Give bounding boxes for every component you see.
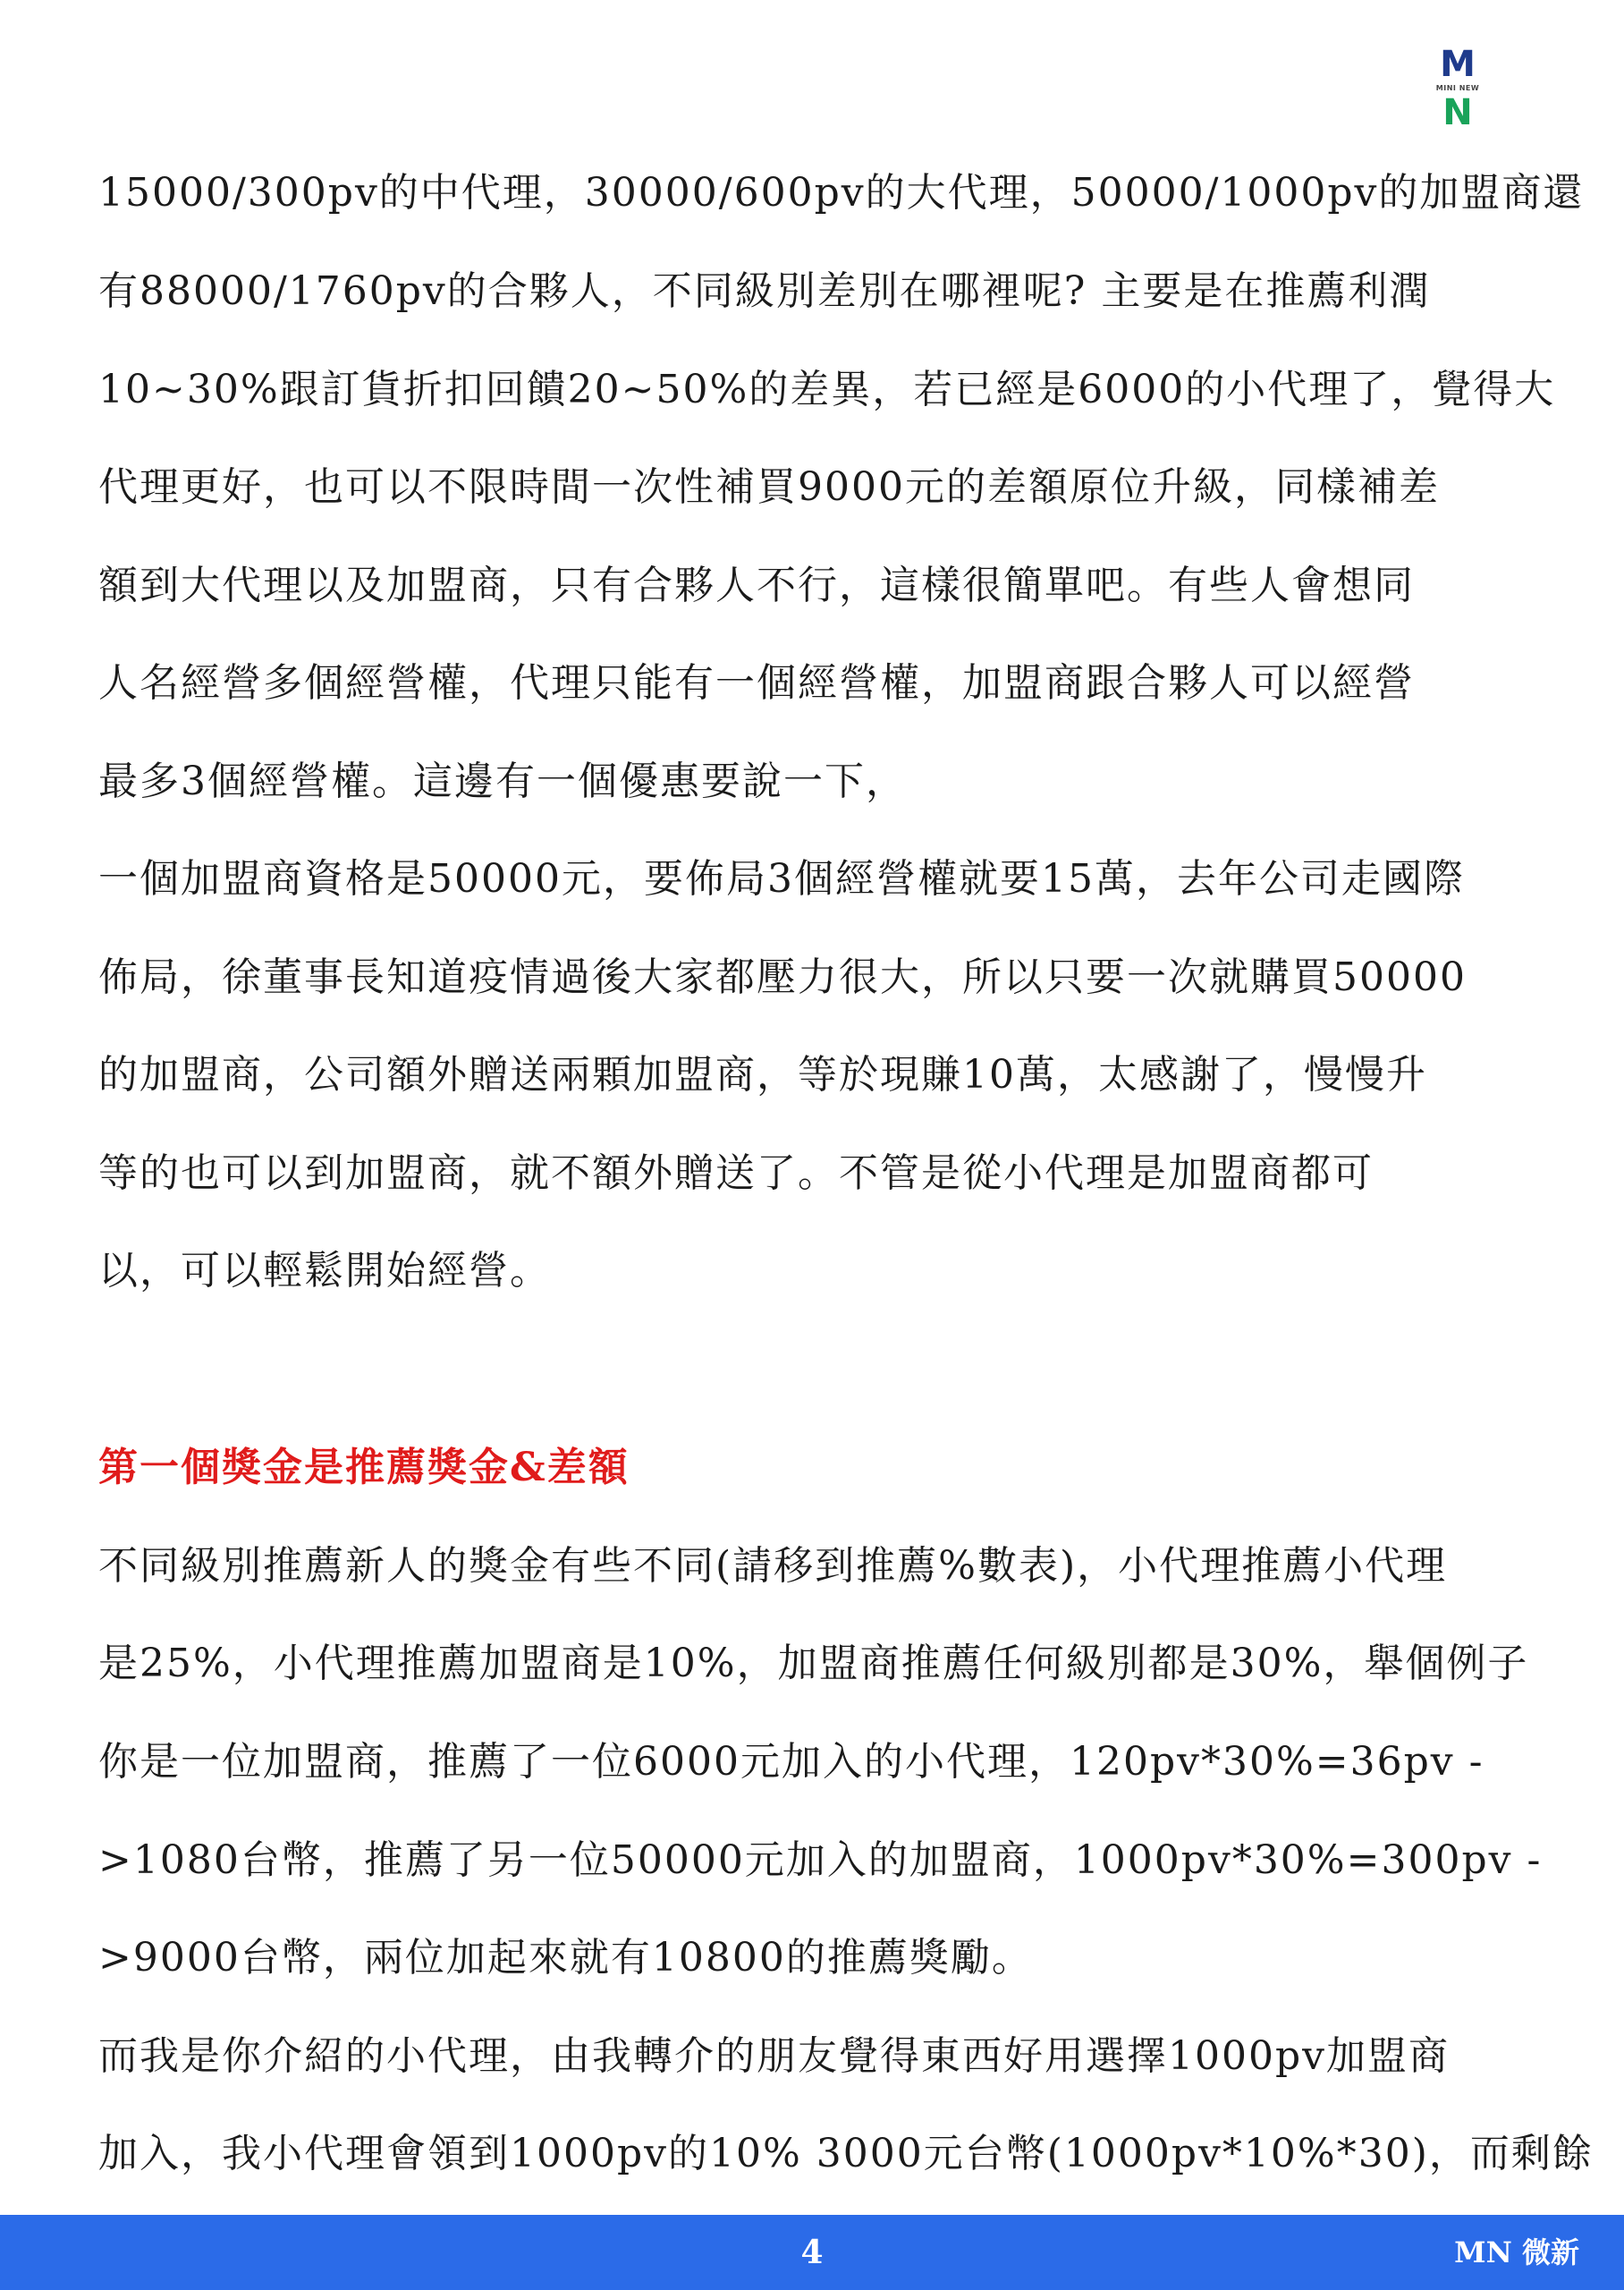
page-footer: [0, 2215, 1624, 2290]
paragraph-line: 不同級別推薦新人的獎金有些不同(請移到推薦%數表)，小代理推薦小代理: [98, 1543, 1448, 1589]
paragraph-line: 的加盟商，公司額外贈送兩顆加盟商，等於現賺10萬，太感謝了，慢慢升: [98, 1052, 1427, 1098]
paragraph-line: 額到大代理以及加盟商，只有合夥人不行，這樣很簡單吧。有些人會想同: [98, 563, 1415, 608]
paragraph-line: 一個加盟商資格是50000元，要佈局3個經營權就要15萬，去年公司走國際: [98, 856, 1465, 902]
paragraph-line: 最多3個經營權。這邊有一個優惠要說一下，: [98, 759, 907, 804]
paragraph-line: >9000台幣，兩位加起來就有10800的推薦獎勵。: [98, 1935, 1033, 1980]
paragraph-line: 以，可以輕鬆開始經營。: [98, 1248, 551, 1293]
logo-letter-n: N: [1442, 92, 1473, 133]
paragraph-line: 你是一位加盟商，推薦了一位6000元加入的小代理，120pv*30%=36pv -: [98, 1739, 1484, 1785]
paragraph-line: 是25%，小代理推薦加盟商是10%，加盟商推薦任何級別都是30%，舉個例子: [98, 1641, 1529, 1686]
paragraph-line: 15000/300pv的中代理，30000/600pv的大代理，50000/1000pv的加盟商還: [98, 170, 1585, 216]
logo-caption: MINI NEW: [1435, 84, 1480, 92]
logo-letter-m: M: [1440, 44, 1476, 85]
brand-logo: [1433, 44, 1483, 133]
paragraph-line: 10~30%跟訂貨折扣回饋20~50%的差異，若已經是6000的小代理了，覺得大: [98, 367, 1556, 412]
page-number: 4: [800, 2234, 824, 2271]
paragraph-line: >1080台幣，推薦了另一位50000元加入的加盟商，1000pv*30%=300pv -: [98, 1837, 1543, 1883]
paragraph-line: 有88000/1760pv的合夥人，不同級別差別在哪裡呢? 主要是在推薦利潤: [98, 268, 1431, 314]
section-heading: 第一個獎金是推薦獎金&差額: [98, 1445, 630, 1490]
paragraph-line: 代理更好，也可以不限時間一次性補買9000元的差額原位升級，同樣補差: [98, 464, 1440, 510]
paragraph-line: 而我是你介紹的小代理，由我轉介的朋友覺得東西好用選擇1000pv加盟商: [98, 2033, 1450, 2079]
paragraph-line: 等的也可以到加盟商，就不額外贈送了。不管是從小代理是加盟商都可: [98, 1150, 1374, 1196]
paragraph-line: 加入，我小代理會領到1000pv的10% 3000元台幣(1000pv*10%*30)，而剩餘: [98, 2131, 1594, 2176]
paragraph-line: 人名經營多個經營權，代理只能有一個經營權，加盟商跟合夥人可以經營: [98, 660, 1415, 706]
footer-brand: MN 微新: [1454, 2235, 1579, 2269]
paragraph-line: 佈局，徐董事長知道疫情過後大家都壓力很大，所以只要一次就購買50000: [98, 954, 1467, 1000]
